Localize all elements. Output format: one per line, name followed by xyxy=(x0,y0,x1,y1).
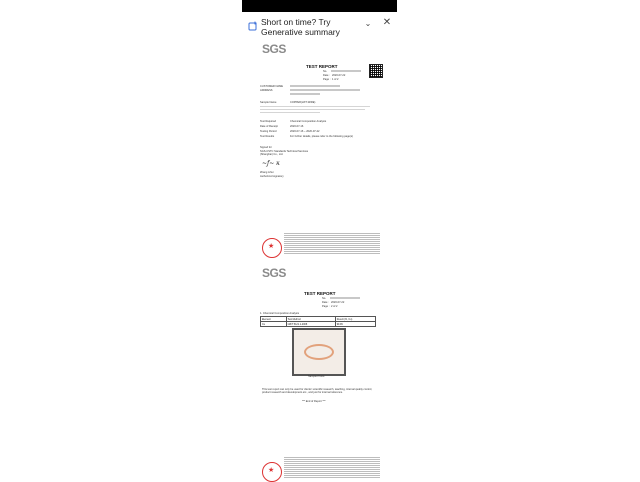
legal-footer-text xyxy=(284,456,380,478)
customer-name-redacted xyxy=(290,85,340,87)
test-results-label: Test Results xyxy=(260,135,275,138)
star-icon: ★ xyxy=(268,243,275,250)
date-of-receipt-value: 2020-07-16 xyxy=(290,125,304,128)
table-header: Result (%, Cu) xyxy=(335,317,375,322)
generative-summary-banner[interactable] xyxy=(242,12,397,40)
signature-image: ~ƒ~ ĸ xyxy=(262,160,280,167)
report-title: TEST REPORT xyxy=(304,291,336,296)
table-cell: GB/T 5121.1-2008 xyxy=(286,322,335,327)
date-label: Date : xyxy=(322,301,329,304)
sample-photo xyxy=(292,328,346,376)
date-value: 2020-07-22 xyxy=(332,74,346,77)
report-no-redacted xyxy=(330,297,360,299)
test-required-label: Test Required xyxy=(260,120,277,123)
page-label: Page : xyxy=(322,305,330,308)
address-label: ADDRESS xyxy=(260,89,273,92)
test-results-value: For further details, please refer to the following page(s) xyxy=(290,135,354,138)
sgs-seal xyxy=(262,238,282,258)
table-cell: 99.99 xyxy=(335,322,375,327)
sgs-logo: SGS xyxy=(262,266,286,280)
banner-text[interactable]: Short on time? Try Generative summary xyxy=(261,17,340,37)
signed-for-label: Signed for xyxy=(260,146,272,149)
table-header: Element xyxy=(261,317,287,322)
page-label: Page : xyxy=(323,78,331,81)
copper-wire-image xyxy=(304,344,334,360)
page-value: 1 of 2 xyxy=(332,78,339,81)
testing-period-label: Testing Period xyxy=(260,130,277,133)
report-no-label: No. xyxy=(322,297,327,300)
address-redacted-2 xyxy=(290,93,320,95)
report-page-1 xyxy=(256,40,383,262)
report-title: TEST REPORT xyxy=(306,64,338,69)
sgs-logo: SGS xyxy=(262,42,286,56)
usage-note: This test report can only be used for clients' scientific research, teaching, internal quality control, product research and development etc., and just for internal reference. xyxy=(262,388,373,394)
section-title: 1. Chemical Composition Analysis xyxy=(260,312,300,315)
signer-name: Zhang Lihui xyxy=(260,171,274,174)
report-no-label: No. xyxy=(323,70,328,73)
date-of-receipt-label: Date of Receipt xyxy=(260,125,278,128)
signer-role: Authorized signatory xyxy=(260,175,284,178)
signed-for-value: SGS-CSTC Standards Technical Services (Shanghai) Co., Ltd. xyxy=(260,150,309,156)
test-required-value: Chemical Composition Analysis xyxy=(290,120,327,123)
table-cell: Cu xyxy=(261,322,287,327)
sample-name-value: COPPER(HXT-WIRE) xyxy=(290,101,316,104)
table-header: Test Method xyxy=(286,317,335,322)
report-no-redacted xyxy=(331,70,361,72)
text-line xyxy=(260,109,365,110)
star-icon: ★ xyxy=(268,467,275,474)
end-of-report: *** End of Report *** xyxy=(302,400,326,403)
testing-period-value: 2020-07-16 ~ 2020-07-22 xyxy=(290,130,320,133)
date-value: 2020-07-22 xyxy=(331,301,345,304)
close-icon[interactable]: ✕ xyxy=(382,17,392,28)
results-table xyxy=(260,316,376,327)
photo-caption: Sample Photo xyxy=(308,375,325,378)
table-row xyxy=(261,322,376,327)
customer-name-label: CUSTOMER NAME xyxy=(260,85,284,88)
report-page-2 xyxy=(256,266,383,480)
address-redacted xyxy=(290,89,360,91)
text-line xyxy=(260,112,320,113)
legal-footer-text xyxy=(284,232,380,254)
page-value: 2 of 2 xyxy=(331,305,338,308)
text-line xyxy=(260,106,370,107)
qr-code xyxy=(369,64,383,78)
chevron-down-icon[interactable]: ⌄ xyxy=(364,19,372,28)
ai-spark-icon xyxy=(248,21,258,31)
document-viewer[interactable] xyxy=(242,12,397,480)
sgs-seal xyxy=(262,462,282,482)
sample-name-label: Sample Name xyxy=(260,101,277,104)
date-label: Date : xyxy=(323,74,330,77)
status-bar xyxy=(242,0,397,12)
